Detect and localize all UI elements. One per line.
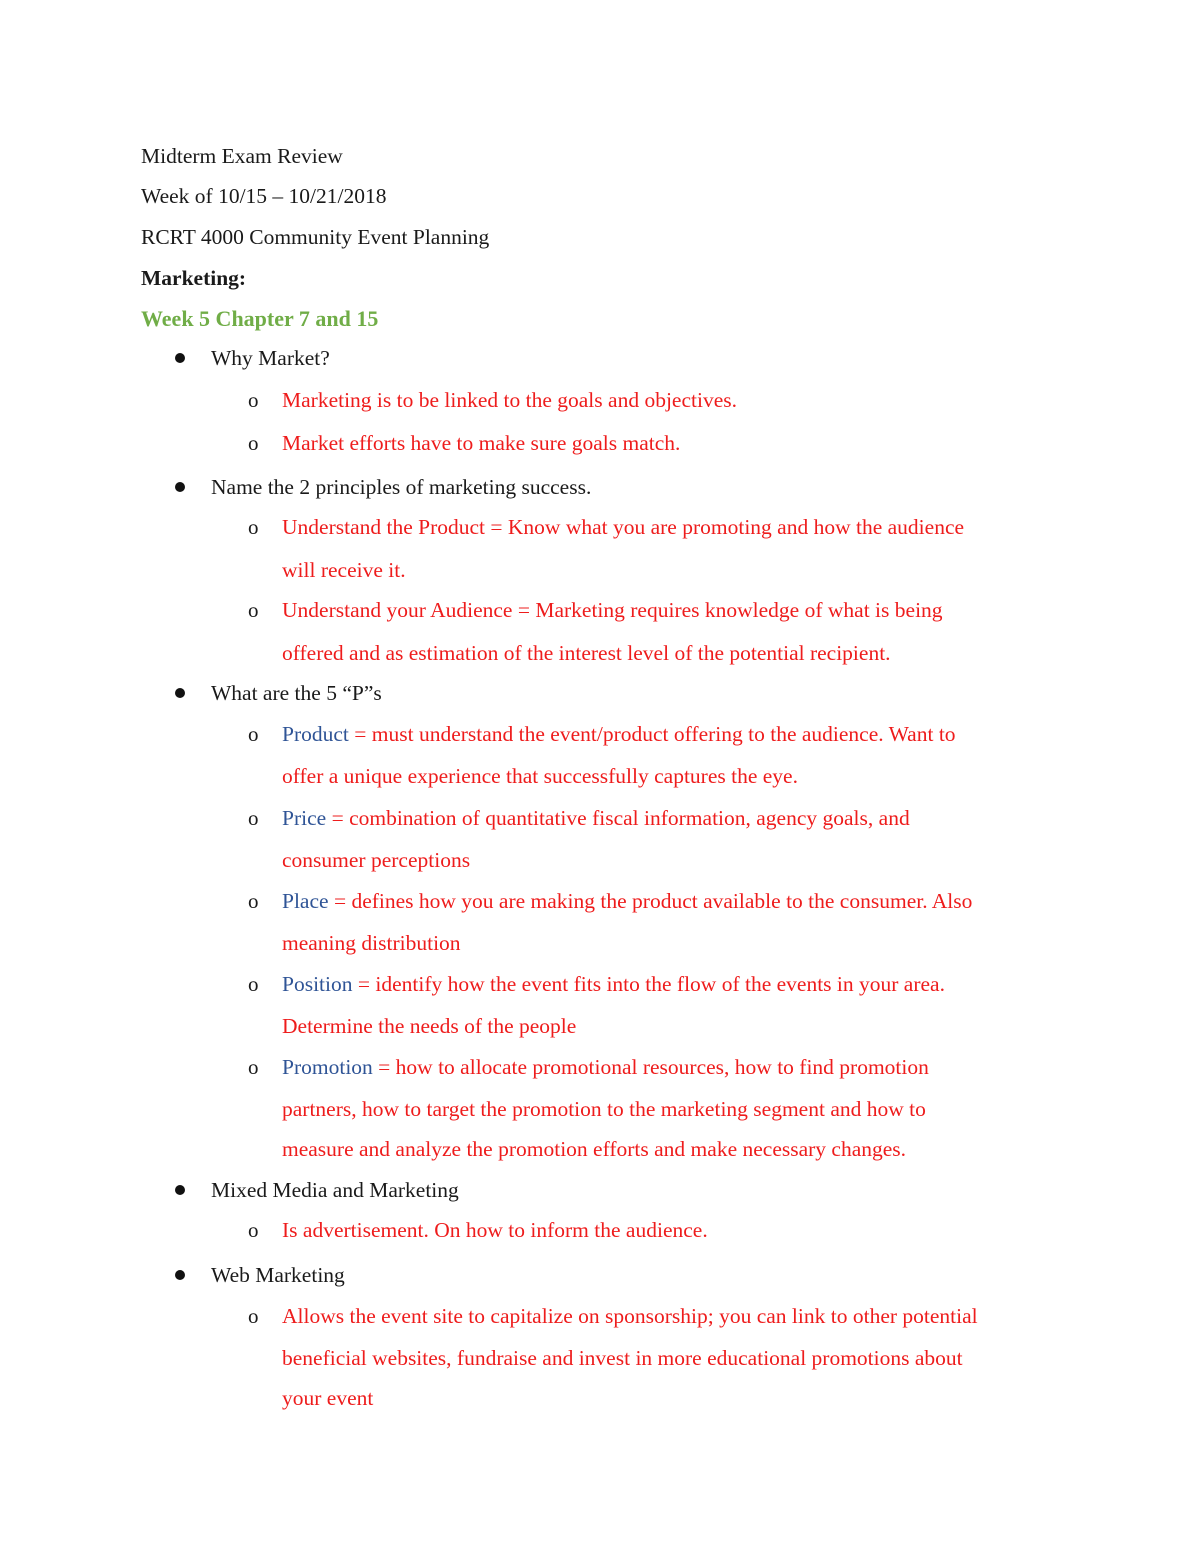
answer-text: meaning distribution <box>282 931 461 955</box>
answer-text: Is advertisement. On how to inform the audience. <box>282 1218 708 1242</box>
circle-bullet-icon: o <box>248 1218 259 1242</box>
answer-text: Understand your Audience = Marketing requires knowledge of what is being <box>282 598 943 622</box>
circle-bullet-icon: o <box>248 431 259 455</box>
circle-bullet-icon: o <box>248 1304 259 1328</box>
answer-price <box>282 804 910 832</box>
definition-text: = identify how the event fits into the flow of the events in your area. <box>352 972 945 996</box>
answer-text: measure and analyze the promotion efforts and make necessary changes. <box>282 1137 907 1161</box>
bullet-icon <box>175 1270 185 1280</box>
answer-position <box>282 970 945 998</box>
answer-text: consumer perceptions <box>282 848 471 872</box>
question-web-marketing: Web Marketing <box>211 1263 345 1287</box>
bullet-icon <box>175 353 185 363</box>
circle-bullet-icon: o <box>248 1055 259 1079</box>
definition-text: = defines how you are making the product available to the consumer. Also <box>328 889 973 913</box>
term-place: Place <box>282 889 329 913</box>
question-five-ps: What are the 5 “P”s <box>211 681 382 705</box>
circle-bullet-icon: o <box>248 598 259 622</box>
circle-bullet-icon: o <box>248 972 259 996</box>
answer-text: offer a unique experience that successfully captures the eye. <box>282 764 798 788</box>
definition-text: = must understand the event/product offering to the audience. Want to <box>348 722 956 746</box>
term-price: Price <box>282 806 327 830</box>
question-principles: Name the 2 principles of marketing success. <box>211 475 592 499</box>
term-position: Position <box>282 972 353 996</box>
answer-text: offered and as estimation of the interest level of the potential recipient. <box>282 641 891 665</box>
definition-text: = how to allocate promotional resources, how to find promotion <box>372 1055 929 1079</box>
answer-text: beneficial websites, fundraise and invest in more educational promotions about <box>282 1346 963 1370</box>
question-why-market: Why Market? <box>211 346 330 370</box>
answer-text: Marketing is to be linked to the goals and objectives. <box>282 388 737 412</box>
definition-text: = combination of quantitative fiscal information, agency goals, and <box>326 806 910 830</box>
bullet-icon <box>175 482 185 492</box>
circle-bullet-icon: o <box>248 722 259 746</box>
circle-bullet-icon: o <box>248 889 259 913</box>
term-product: Product <box>282 722 349 746</box>
week-range: Week of 10/15 – 10/21/2018 <box>141 184 387 208</box>
term-promotion: Promotion <box>282 1055 373 1079</box>
answer-text: Market efforts have to make sure goals match. <box>282 431 681 455</box>
chapter-heading: Week 5 Chapter 7 and 15 <box>141 306 379 331</box>
circle-bullet-icon: o <box>248 388 259 412</box>
answer-text: Determine the needs of the people <box>282 1014 577 1038</box>
answer-text: will receive it. <box>282 558 406 582</box>
answer-text: Allows the event site to capitalize on sponsorship; you can link to other potential <box>282 1304 978 1328</box>
answer-place <box>282 887 972 915</box>
answer-product <box>282 720 956 748</box>
section-heading: Marketing: <box>141 266 247 290</box>
circle-bullet-icon: o <box>248 806 259 830</box>
answer-promotion <box>282 1053 929 1081</box>
circle-bullet-icon: o <box>248 515 259 539</box>
bullet-icon <box>175 1185 185 1195</box>
course-name: RCRT 4000 Community Event Planning <box>141 225 490 249</box>
answer-text: partners, how to target the promotion to the marketing segment and how to <box>282 1097 926 1121</box>
answer-text: your event <box>282 1386 374 1410</box>
answer-text: Understand the Product = Know what you are promoting and how the audience <box>282 515 965 539</box>
bullet-icon <box>175 688 185 698</box>
doc-title: Midterm Exam Review <box>141 144 343 168</box>
question-mixed-media: Mixed Media and Marketing <box>211 1178 459 1202</box>
